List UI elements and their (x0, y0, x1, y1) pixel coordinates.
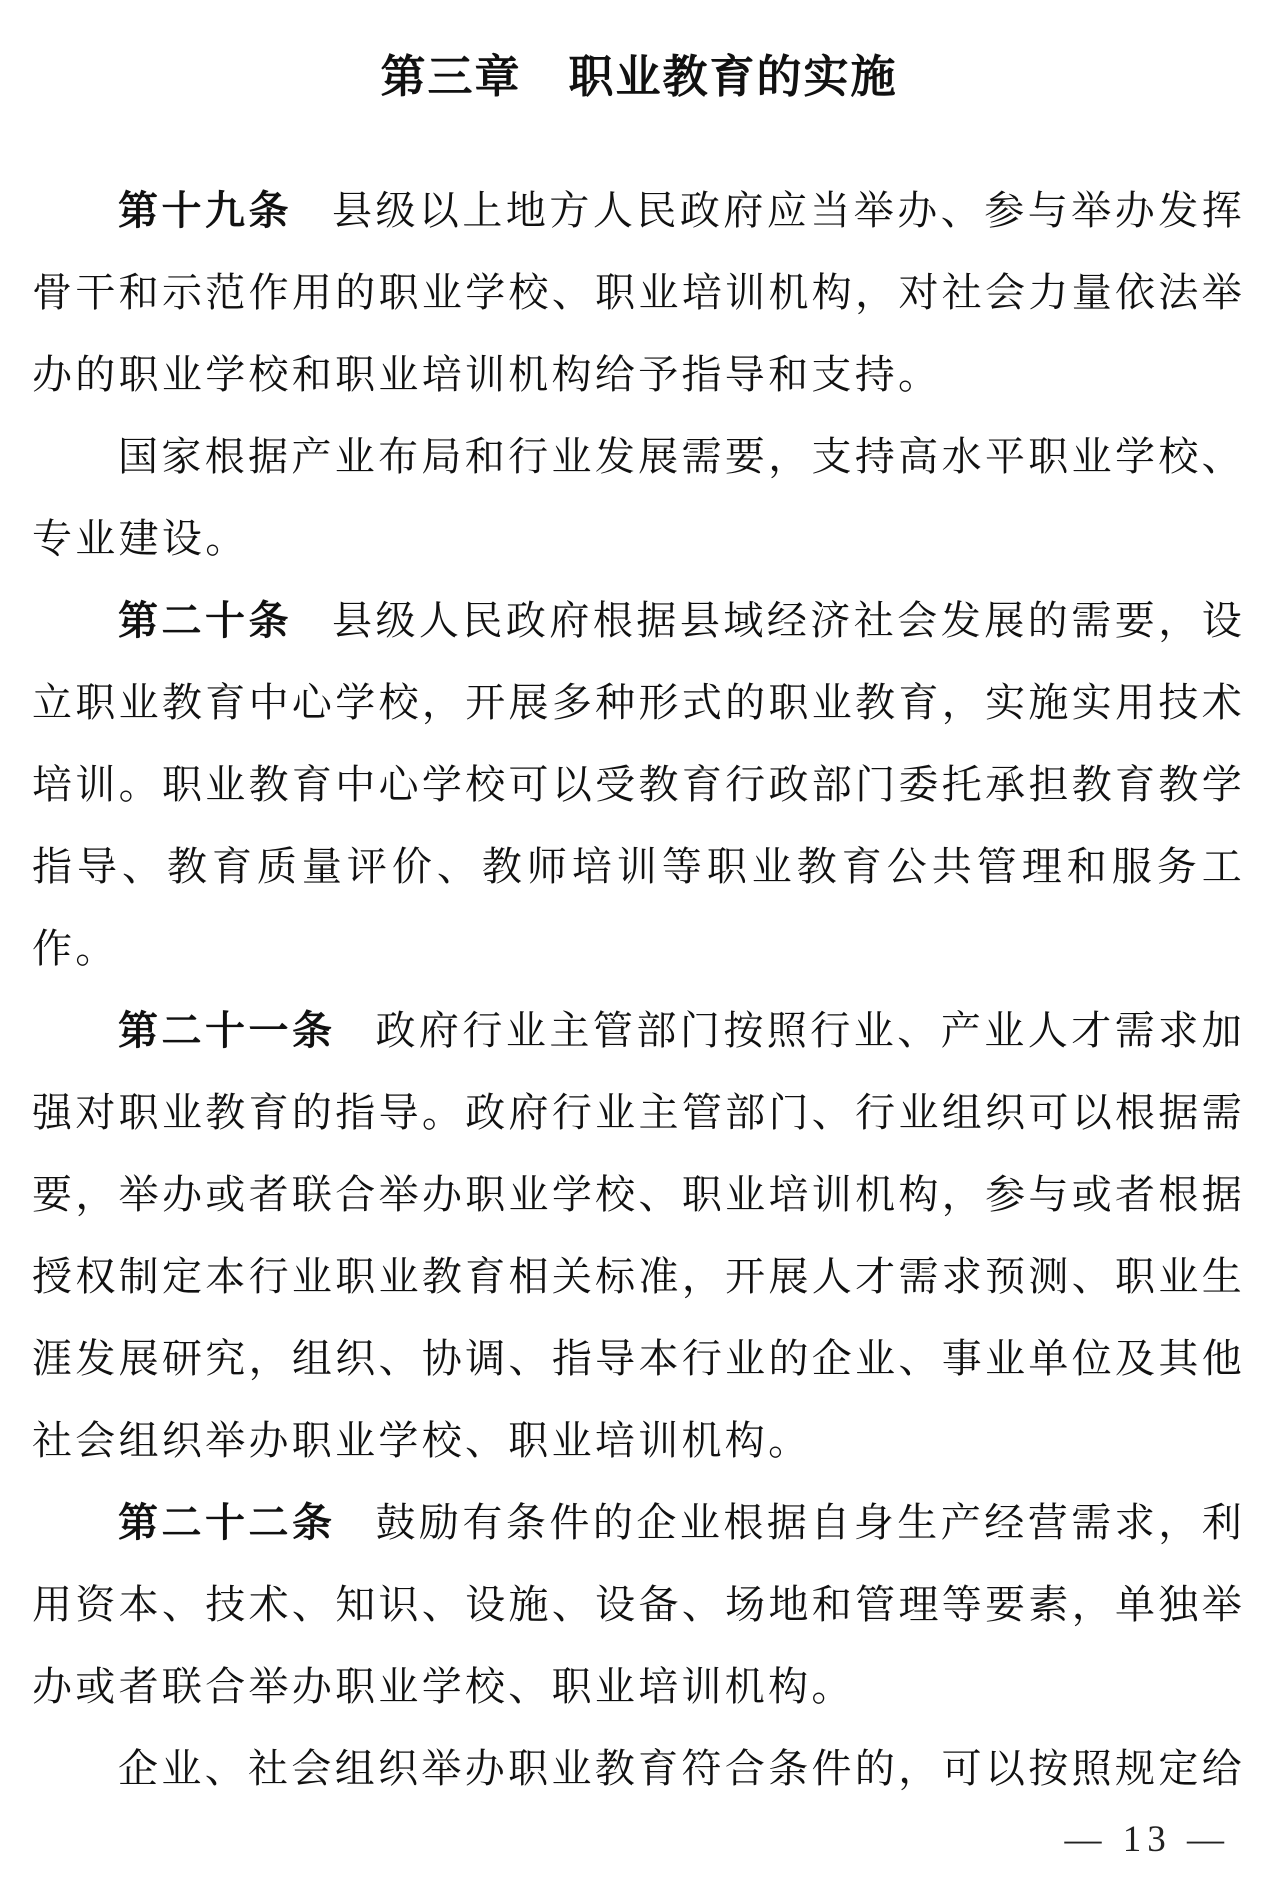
paragraph (32, 170, 1245, 416)
article-number: 第二十一条 (118, 1009, 336, 1053)
paragraph (32, 580, 1245, 990)
article-number: 第二十二条 (118, 1501, 336, 1545)
paragraph-text: 县级以上地方人民政府应当举办、参与举办发挥骨干和示范作用的职业学校、职业培训机构，对社会力量依法举办的职业学校和职业培训机构给予指导和支持。 (32, 188, 1245, 397)
paragraph-text: 县级人民政府根据县域经济社会发展的需要，设立职业教育中心学校，开展多种形式的职业教育，实施实用技术培训。职业教育中心学校可以受教育行政部门委托承担教育教学指导、教育质量评价、教师培训等职业教育公共管理和服务工作。 (32, 598, 1245, 971)
paragraph-text: 企业、社会组织举办职业教育符合条件的，可以按照规定给 (118, 1746, 1245, 1791)
paragraph-text: 鼓励有条件的企业根据自身生产经营需求，利用资本、技术、知识、设施、设备、场地和管理等要素，单独举办或者联合举办职业学校、职业培训机构。 (32, 1500, 1245, 1709)
paragraph-text: 国家根据产业布局和行业发展需要，支持高水平职业学校、专业建设。 (32, 434, 1245, 561)
paragraph-text: 政府行业主管部门按照行业、产业人才需求加强对职业教育的指导。政府行业主管部门、行业组织可以根据需要，举办或者联合举办职业学校、职业培训机构，参与或者根据授权制定本行业职业教育相关标准，开展人才需求预测、职业生涯发展研究，组织、协调、指导本行业的企业、事业单位及其他社会组织举办职业学校、职业培训机构。 (32, 1008, 1245, 1463)
paragraph (32, 1728, 1245, 1810)
article-number: 第二十条 (118, 599, 292, 643)
paragraph (32, 1482, 1245, 1728)
page-number: — 13 — (1064, 1819, 1230, 1860)
paragraph (32, 990, 1245, 1482)
article-number: 第十九条 (118, 189, 292, 233)
paragraph (32, 416, 1245, 580)
chapter-title: 第三章 职业教育的实施 (380, 52, 898, 102)
document-body (32, 170, 1245, 1810)
